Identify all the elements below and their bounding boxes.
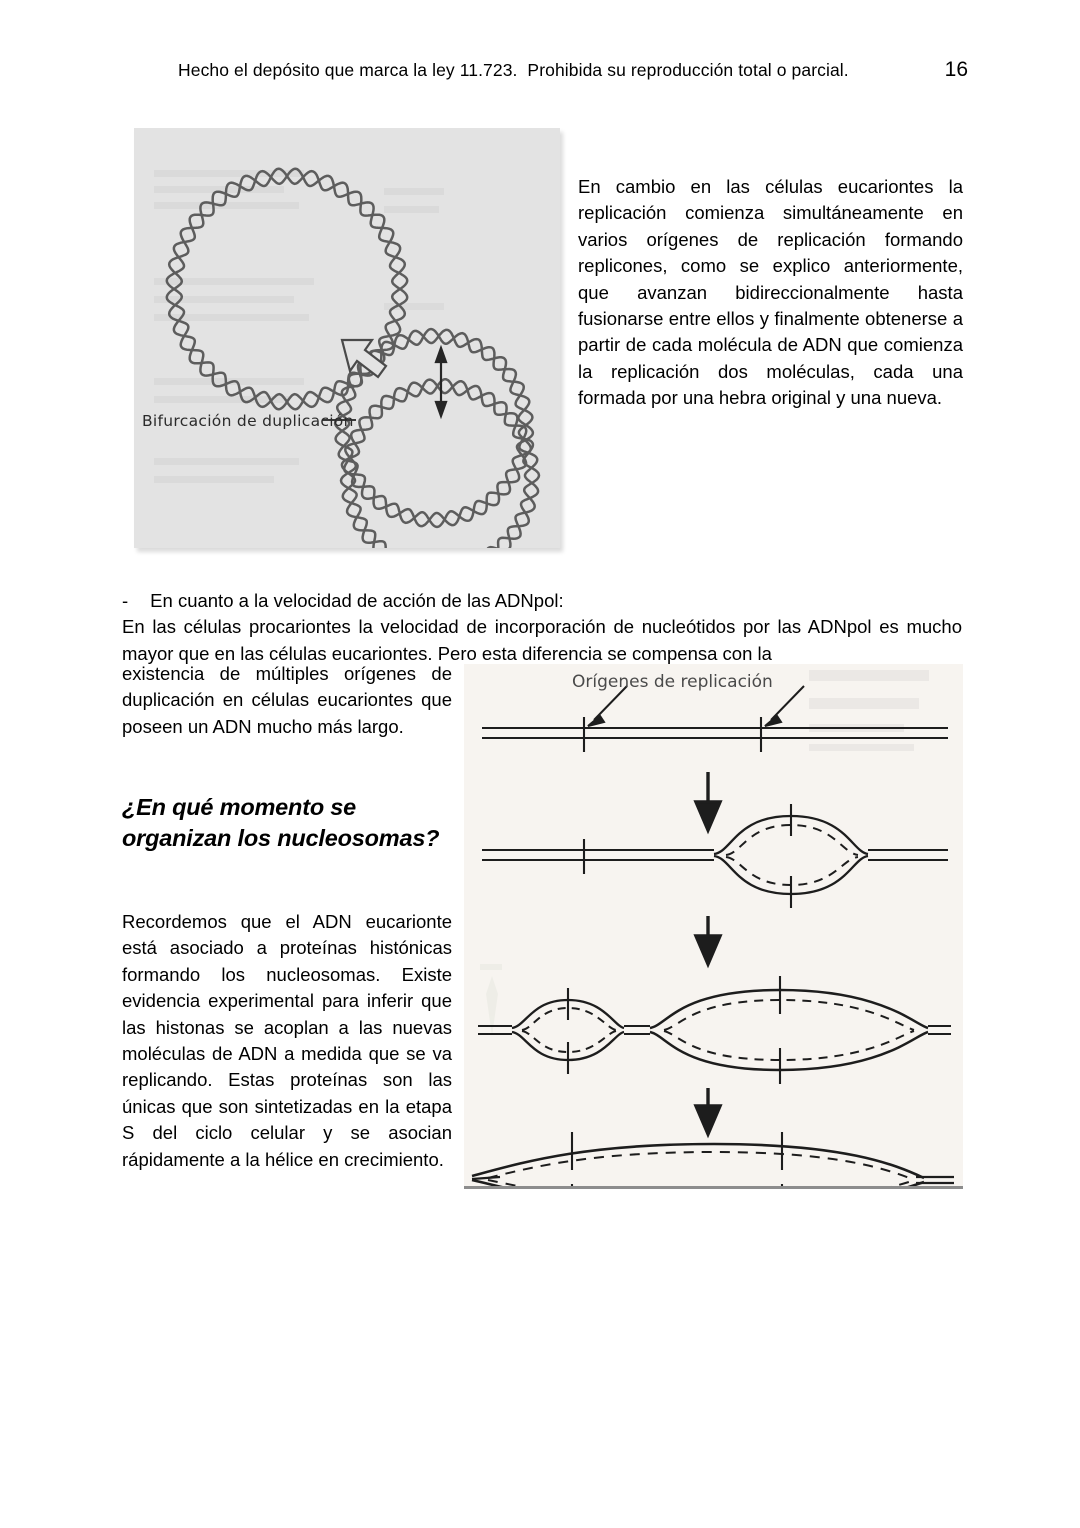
- paragraph-nucleosomas: Recordemos que el ADN eucarionte está asociado a proteínas histónicas formando los nucleosomas. Existe evidencia experimental para inferir que las histonas se acoplan a las nuevas moléculas de ADN a medida que se va replicando. Estas proteínas son las únicas que son sintetizadas en la etapa S del ciclo celular y se asocian rápidamente a la hélice en crecimiento.: [122, 911, 452, 1170]
- origin-pointer-arrows: [588, 686, 804, 726]
- circular-dna-svg: [134, 128, 560, 548]
- paragraph-eukaryote-replication: En cambio en las células eucariontes la replicación comienza simultáneamente en varios orígenes de replicación formando replicones, como se explico anteriormente, que avanzan bidireccionalmente hasta fusionarse entre ellos y finalmente obtenerse a partir de cada molécula de ADN que comienza la replicación dos moléculas, cada una formada por una hebra original y una nueva.: [578, 176, 963, 409]
- down-arrow-2: [696, 916, 720, 964]
- paragraph-origins-continued: existencia de múltiples orígenes de duplicación en células eucariontes que poseen un ADN mucho más largo.: [122, 663, 452, 737]
- page-number: 16: [944, 58, 968, 81]
- down-arrow-3: [696, 1088, 720, 1134]
- figure-circular-dna: [134, 128, 560, 548]
- figure2-bottom-rule: [464, 1186, 963, 1189]
- figure-replication-origins: [464, 664, 963, 1189]
- figure2-title: Orígenes de replicación: [572, 672, 773, 692]
- stage-4-merged-bubble: [472, 1132, 954, 1189]
- figure1-caption: Bifurcación de duplicación: [142, 412, 354, 430]
- replication-origins-svg: [464, 664, 963, 1189]
- double-arrow-icon: [436, 348, 446, 416]
- stage-2-one-bubble: [482, 804, 948, 908]
- paragraph-prokaryote-speed: En las células procariontes la velocidad de incorporación de nucleótidos por las ADNpol es mucho mayor que en las células eucariontes. Pero esta diferencia se compensa con la: [122, 616, 962, 664]
- bullet-adnpol-speed: [122, 588, 962, 614]
- page-header: [178, 58, 968, 82]
- bullet-label: En cuanto a la velocidad de acción de las ADNpol:: [150, 590, 564, 611]
- bullet-marker: -: [122, 590, 129, 611]
- down-arrow-1: [696, 772, 720, 830]
- section-adnpol-speed: [122, 588, 962, 667]
- copyright-notice: Hecho el depósito que marca la ley 11.723. Prohibida su reproducción total o parcial.: [178, 60, 849, 80]
- section-heading-nucleosomas: ¿En qué momento se organizan los nucleosomas?: [122, 794, 440, 851]
- stage-3-two-bubbles: [478, 976, 951, 1084]
